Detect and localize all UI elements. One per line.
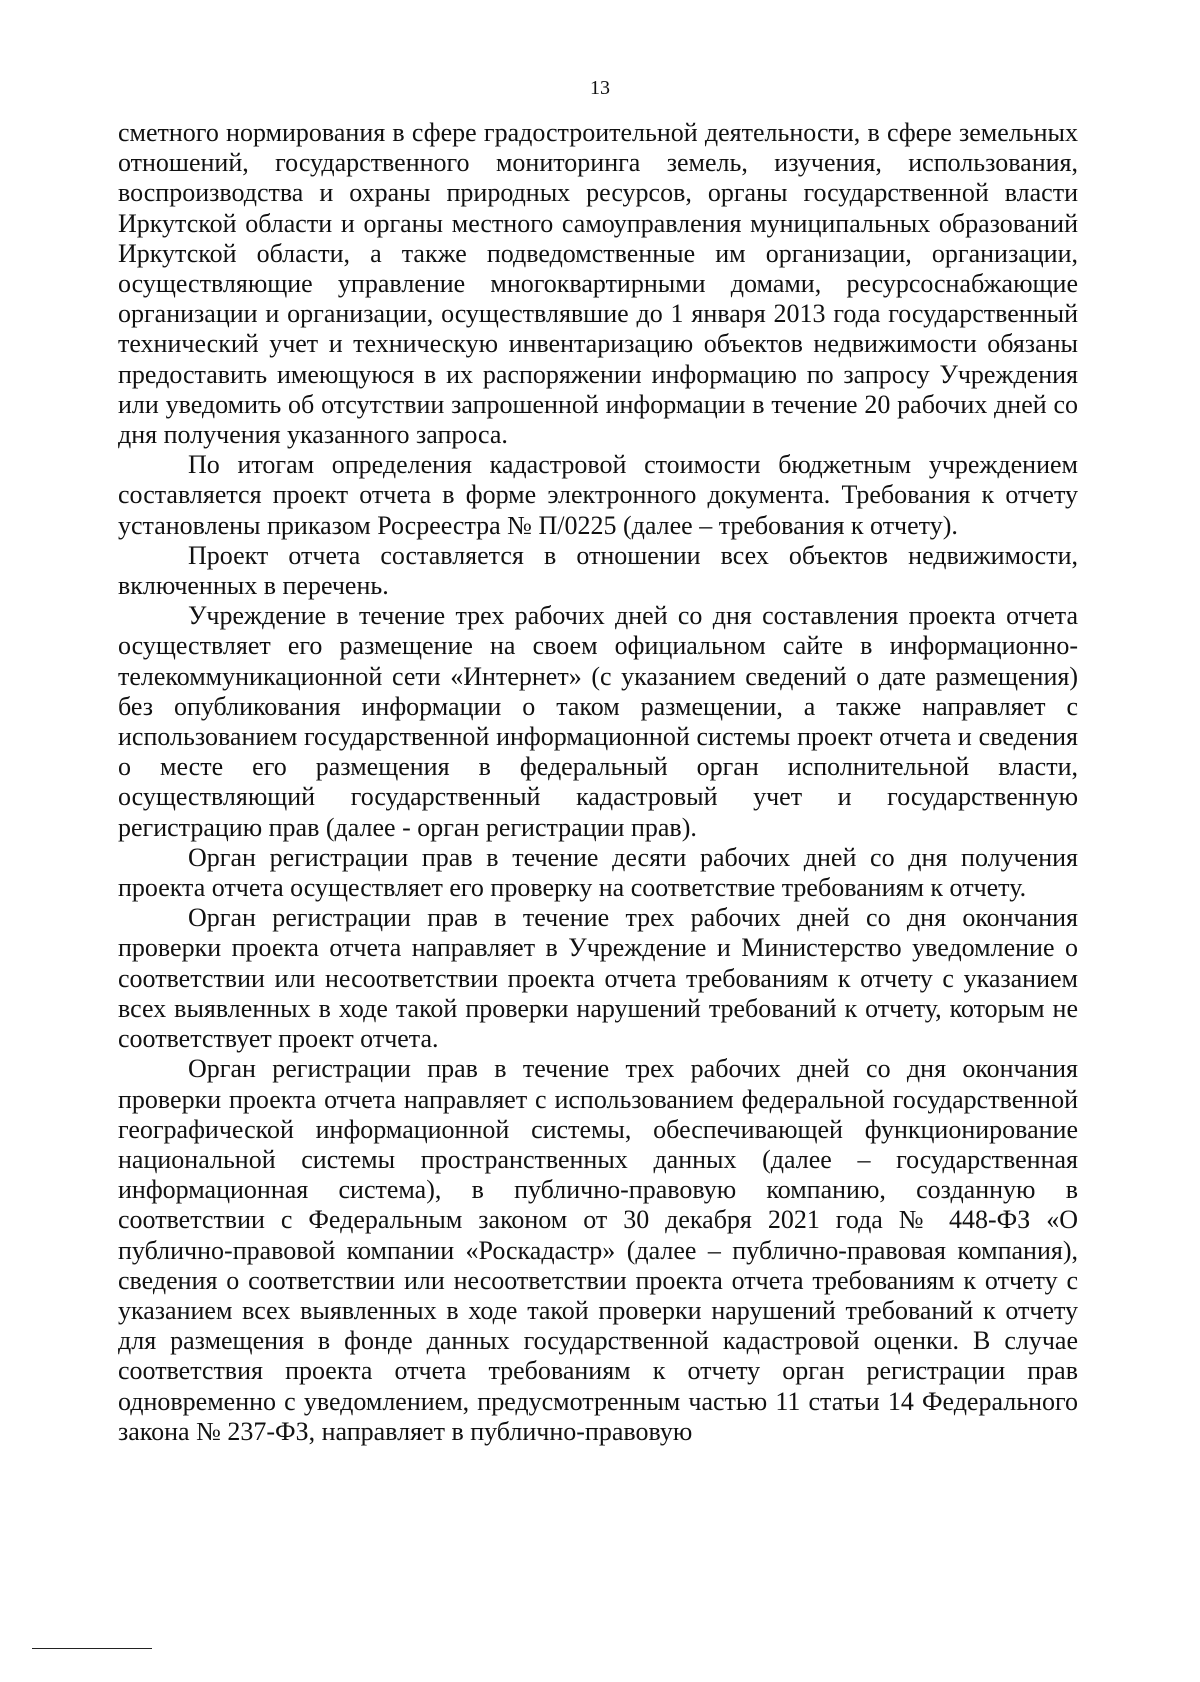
paragraph-report-draft: По итогам определения кадастровой стоимости бюджетным учреждением составляется проект отчета в форме электронного документа. Требования к отчету установлены приказом Росреестра № П/0225 (далее – требования к отчету).	[118, 450, 1078, 540]
paragraph-report-publication: Учреждение в течение трех рабочих дней со дня составления проекта отчета осуществляет его размещение на своем официальном сайте в информационно-телекоммуникационной сети «Интернет» (с указанием сведений о дате размещения) без опубликования информации о таком размещении, а также направляет с использованием государственной информационной системы проект отчета и сведения о месте его размещения в федеральный орган исполнительной власти, осуществляющий государственный кадастровый учет и государственную регистрацию прав (далее - орган регистрации прав).	[118, 601, 1078, 842]
paragraph-registration-notice: Орган регистрации прав в течение трех рабочих дней со дня окончания проверки проекта отчета направляет в Учреждение и Министерство уведомление о соответствии или несоответствии проекта отчета требованиям к отчету с указанием всех выявленных в ходе такой проверки нарушений требований к отчету, которым не соответствует проект отчета.	[118, 903, 1078, 1054]
paragraph-registration-check: Орган регистрации прав в течение десяти рабочих дней со дня получения проекта отчета осуществляет его проверку на соответствие требованиям к отчету.	[118, 842, 1078, 903]
paragraph-report-scope: Проект отчета составляется в отношении всех объектов недвижимости, включенных в перечень.	[118, 540, 1078, 601]
paragraph-registration-transfer: Орган регистрации прав в течение трех рабочих дней со дня окончания проверки проекта отчета направляет с использованием федеральной государственной географической информационной системы, обеспечивающей функционирование национальной системы пространственных данных (далее – государственная информационная система), в публично-правовую компанию, созданную в соответствии с Федеральным законом от 30 декабря 2021 года № 448-ФЗ «О публично-правовой компании «Роскадастр» (далее – публично-правовая компания), сведения о соответствии или несоответствии проекта отчета требованиям к отчету с указанием всех выявленных в ходе такой проверки нарушений требований к отчету для размещения в фонде данных государственной кадастровой оценки. В случае соответствия проекта отчета требованиям к отчету орган регистрации прав одновременно с уведомлением, предусмотренным частью 11 статьи 14 Федерального закона № 237-ФЗ, направляет в публично-правовую	[118, 1054, 1078, 1446]
footer-rule	[32, 1648, 152, 1649]
page-number: 13	[590, 77, 610, 99]
paragraph-continuation: сметного нормирования в сфере градостроительной деятельности, в сфере земельных отношений, государственного мониторинга земель, изучения, использования, воспроизводства и охраны природных ресурсов, органы государственной власти Иркутской области и органы местного самоуправления муниципальных образований Иркутской области, а также подведомственные им организации, организации, осуществляющие управление многоквартирными домами, ресурсоснабжающие организации и организации, осуществлявшие до 1 января 2013 года государственный технический учет и техническую инвентаризацию объектов недвижимости обязаны предоставить имеющуюся в их распоряжении информацию по запросу Учреждения или уведомить об отсутствии запрошенной информации в течение 20 рабочих дней со дня получения указанного запроса.	[118, 118, 1078, 450]
document-body	[118, 118, 1078, 1447]
